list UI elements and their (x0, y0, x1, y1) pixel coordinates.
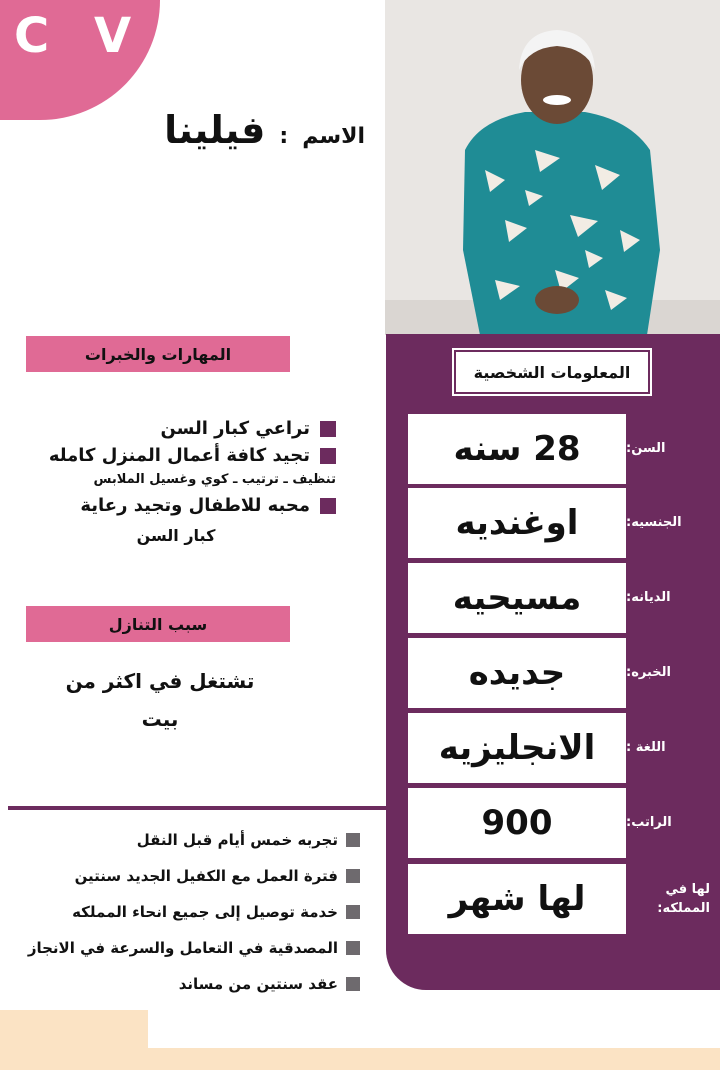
person-portrait-icon (385, 0, 720, 335)
square-bullet-icon (346, 941, 360, 955)
terms-list (0, 822, 360, 1002)
info-row-salary (408, 788, 718, 858)
skill-text: تجيد كافة أعمال المنزل كامله (48, 445, 310, 466)
personal-info-title: المعلومات الشخصية (454, 350, 650, 394)
square-bullet-icon (346, 833, 360, 847)
divider (8, 806, 388, 810)
reason-line: تشتغل في اكثر من (65, 669, 255, 693)
info-value: الانجليزيه (408, 713, 626, 783)
square-bullet-icon (320, 448, 336, 464)
square-bullet-icon (346, 869, 360, 883)
info-value: اوغنديه (408, 488, 626, 558)
skill-text: تراعي كبار السن (160, 418, 310, 439)
skills-list (16, 418, 336, 545)
list-item (0, 966, 360, 1002)
info-value: جديده (408, 638, 626, 708)
skills-title: المهارات والخبرات (26, 336, 290, 372)
info-row-time-in-kingdom (408, 864, 718, 934)
term-text: خدمة توصيل إلى جميع انحاء المملكه (72, 903, 338, 921)
name-value: فيلينا (164, 108, 266, 152)
square-bullet-icon (320, 498, 336, 514)
name-label: الاسم (302, 124, 365, 149)
name-row (164, 108, 365, 152)
square-bullet-icon (320, 421, 336, 437)
term-text: فترة العمل مع الكفيل الجديد سنتين (74, 867, 338, 885)
info-value: مسيحيه (408, 563, 626, 633)
info-row-religion (408, 563, 718, 633)
skill-subtext: تنظيف ـ ترتيب ـ كوي وغسيل الملابس (93, 472, 336, 487)
info-label: الخبره: (626, 665, 671, 681)
info-label: الراتب: (626, 815, 672, 831)
skill-text: محبه للاطفال وتجيد رعاية (80, 495, 310, 516)
square-bullet-icon (346, 905, 360, 919)
square-bullet-icon (346, 977, 360, 991)
info-row-age (408, 414, 718, 484)
info-value: 900 (408, 788, 626, 858)
info-label: السن: (626, 441, 666, 457)
term-text: عقد سنتين من مساند (178, 975, 338, 993)
footer-strip-overlay (148, 1010, 720, 1048)
skill-continuation: كبار السن (136, 526, 216, 545)
list-item (0, 822, 360, 858)
list-item (16, 445, 336, 466)
info-label: الجنسيه: (626, 515, 682, 531)
term-text: المصدقية في التعامل والسرعة في الانجاز (27, 939, 338, 957)
name-colon: : (279, 124, 289, 149)
reason-title: سبب التنازل (26, 606, 290, 642)
term-text: تجربه خمس أيام قبل النقل (136, 831, 338, 849)
info-row-nationality (408, 488, 718, 558)
info-row-language (408, 713, 718, 783)
list-item (16, 495, 336, 516)
info-label: الديانه: (626, 590, 671, 606)
profile-photo (385, 0, 720, 335)
list-item (16, 418, 336, 439)
reason-line: بيت (141, 707, 179, 731)
list-item (0, 930, 360, 966)
cv-badge-text: C V (14, 8, 146, 64)
info-value: لها شهر (408, 864, 626, 934)
info-label: لها في المملكه: (657, 881, 710, 916)
list-item (0, 858, 360, 894)
info-value: 28 سنه (408, 414, 626, 484)
info-row-experience (408, 638, 718, 708)
info-label: اللغة : (626, 740, 666, 756)
list-item (0, 894, 360, 930)
reason-text (20, 662, 300, 738)
